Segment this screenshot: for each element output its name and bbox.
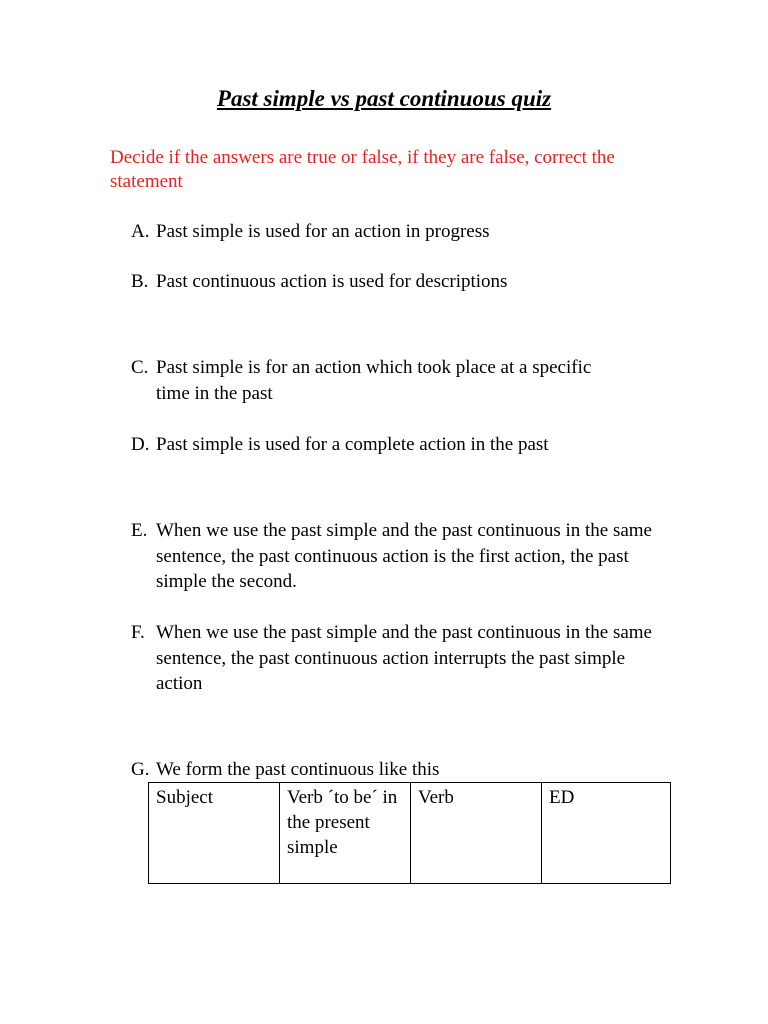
quiz-item-a	[131, 219, 691, 245]
past-continuous-form-table	[148, 782, 671, 884]
quiz-item-f	[131, 620, 691, 697]
table-cell-verb: Verb	[411, 783, 542, 884]
instructions: Decide if the answers are true or false, if they are false, correct the statement	[110, 147, 615, 192]
item-label: C.	[131, 357, 149, 378]
table-row	[149, 783, 671, 884]
table-cell-ed: ED	[542, 783, 671, 884]
quiz-item-b	[131, 269, 691, 295]
item-text: When we use the past simple and the past continuous in the same sentence, the past continuous action interrupts the past simple action	[156, 622, 652, 694]
quiz-item-c	[131, 355, 691, 406]
page-title: Past simple vs past continuous quiz	[216, 86, 552, 111]
table-cell-subject: Subject	[149, 783, 280, 884]
item-label: D.	[131, 434, 150, 455]
quiz-item-g	[131, 757, 691, 783]
item-text: When we use the past simple and the past continuous in the same sentence, the past continuous action is the first action, the past simple the second.	[156, 520, 652, 592]
item-label: F.	[131, 622, 145, 643]
item-label: B.	[131, 271, 149, 292]
table-cell-verb-to-be: Verb ´to be´ in the present simple	[280, 783, 411, 884]
item-label: A.	[131, 221, 150, 242]
item-text: Past simple is used for a complete action in the past	[156, 434, 549, 455]
item-text: We form the past continuous like this	[156, 759, 440, 780]
quiz-item-d	[131, 432, 691, 458]
item-label: E.	[131, 520, 148, 541]
quiz-item-e	[131, 518, 691, 595]
item-text: Past simple is for an action which took place at a specific time in the past	[156, 357, 592, 404]
item-label: G.	[131, 759, 150, 780]
item-text: Past continuous action is used for descriptions	[156, 271, 508, 292]
item-text: Past simple is used for an action in progress	[156, 221, 490, 242]
